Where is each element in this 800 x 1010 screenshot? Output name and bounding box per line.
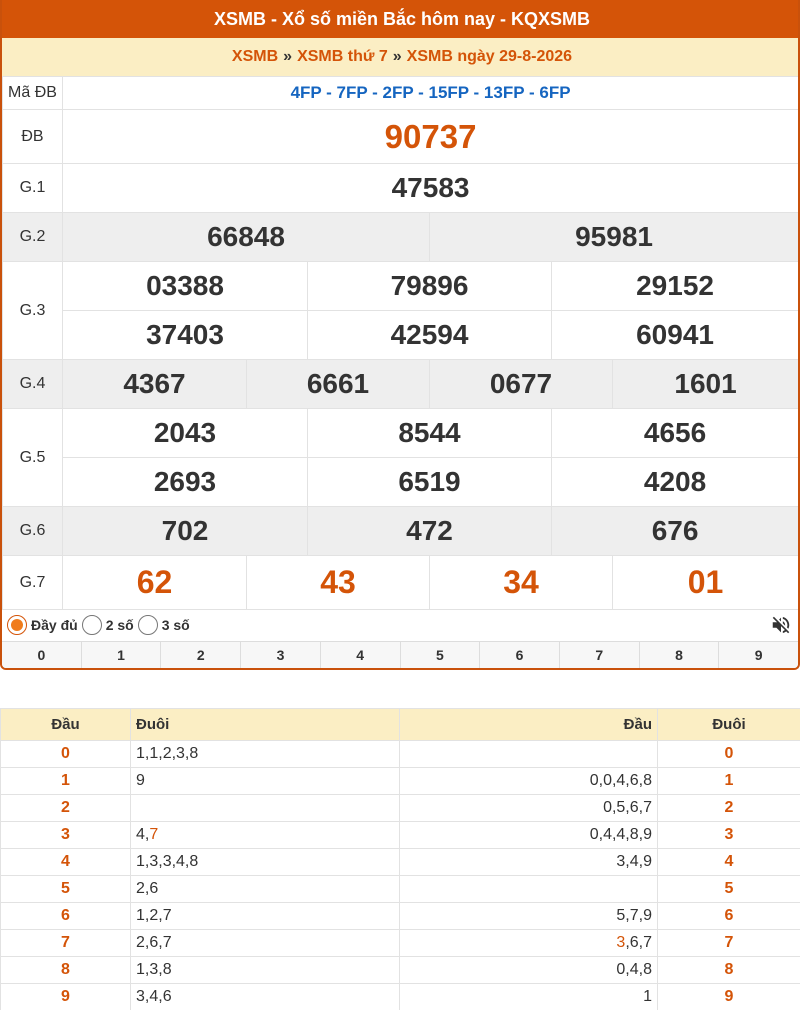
dau-values xyxy=(400,984,658,1010)
breadcrumb-xsmb[interactable]: XSMB xyxy=(231,48,279,65)
table-row xyxy=(1,849,800,876)
option-two-label: 2 số xyxy=(105,617,134,633)
table-row xyxy=(1,930,800,957)
value-part: 1,3,8 xyxy=(136,961,172,978)
db-prize: 90737 xyxy=(63,110,799,164)
duoi-digit: 6 xyxy=(658,903,800,930)
duoi-digit: 8 xyxy=(658,957,800,984)
g3-prize: 29152 xyxy=(552,262,799,311)
page-title: XSMB - Xổ số miền Bắc hôm nay - KQXSMB xyxy=(2,0,800,38)
value-part: 1,3,3,4,8 xyxy=(136,853,199,870)
duoi-values xyxy=(131,768,400,795)
g3-prize: 79896 xyxy=(308,262,552,311)
dau-digit: 3 xyxy=(1,822,131,849)
g7-prize: 34 xyxy=(430,556,613,610)
duoi-digit: 7 xyxy=(658,930,800,957)
value-part: 3 xyxy=(616,934,626,951)
duoi-values xyxy=(131,957,400,984)
dau-digit: 2 xyxy=(1,795,131,822)
g4-prize: 1601 xyxy=(613,360,799,409)
table-row xyxy=(1,984,800,1010)
header-dau: Đầu xyxy=(400,709,658,741)
breadcrumb-xsmb-day[interactable]: XSMB thứ 7 xyxy=(297,48,388,65)
g4-label: G.4 xyxy=(3,360,63,409)
g1-label: G.1 xyxy=(3,164,63,213)
db-label: ĐB xyxy=(3,110,63,164)
dau-values xyxy=(400,957,658,984)
value-part: 2,6,7 xyxy=(136,934,172,951)
table-row xyxy=(1,876,800,903)
value-part: 5,7,9 xyxy=(616,907,652,924)
g6-prize: 676 xyxy=(552,507,799,556)
duoi-values xyxy=(131,822,400,849)
duoi-values xyxy=(131,795,400,822)
duoi-digit: 1 xyxy=(658,768,800,795)
dau-values xyxy=(400,822,658,849)
dau-digit: 7 xyxy=(1,930,131,957)
value-part: 0,5,6,7 xyxy=(603,799,652,816)
g7-label: G.7 xyxy=(3,556,63,610)
dau-digit: 4 xyxy=(1,849,131,876)
breadcrumb-separator: » xyxy=(283,48,293,65)
value-part: 9 xyxy=(136,772,145,789)
g7-prize: 43 xyxy=(247,556,430,610)
value-part: 0,0,4,6,8 xyxy=(589,772,652,789)
table-row xyxy=(1,822,800,849)
value-part: 4, xyxy=(136,826,150,843)
digit-tab[interactable]: 5 xyxy=(401,642,481,668)
table-row xyxy=(1,741,800,768)
dau-digit: 1 xyxy=(1,768,131,795)
value-part: 3,4,9 xyxy=(616,853,652,870)
value-part: 2,6 xyxy=(136,880,159,897)
dau-values xyxy=(400,795,658,822)
g1-prize: 47583 xyxy=(63,164,799,213)
value-part: 1,2,7 xyxy=(136,907,172,924)
breadcrumb-xsmb-date[interactable]: XSMB ngày 29-8-2026 xyxy=(406,48,573,65)
dau-values xyxy=(400,876,658,903)
duoi-digit: 9 xyxy=(658,984,800,1010)
header-duoi: Đuôi xyxy=(658,709,800,741)
g4-prize: 4367 xyxy=(63,360,247,409)
value-part: 0,4,8 xyxy=(616,961,652,978)
duoi-digit: 2 xyxy=(658,795,800,822)
digit-tab[interactable]: 7 xyxy=(560,642,640,668)
g2-label: G.2 xyxy=(3,213,63,262)
option-three-label: 3 số xyxy=(161,617,190,633)
digit-tab[interactable]: 9 xyxy=(754,647,763,663)
results-table xyxy=(2,76,799,610)
g4-prize: 6661 xyxy=(247,360,430,409)
g5-prize: 2693 xyxy=(63,458,308,507)
option-full-label: Đầy đủ xyxy=(31,617,78,633)
g6-prize: 472 xyxy=(308,507,552,556)
duoi-values xyxy=(131,903,400,930)
duoi-digit: 0 xyxy=(658,741,800,768)
g5-label: G.5 xyxy=(3,409,63,507)
ma-db-value: 4FP - 7FP - 2FP - 15FP - 13FP - 6FP xyxy=(63,77,799,110)
g3-prize: 60941 xyxy=(552,311,799,360)
dau-values xyxy=(400,903,658,930)
value-part: 1,1,2,3,8 xyxy=(136,745,199,762)
value-part: 3,4,6 xyxy=(136,988,172,1005)
g2-prize: 95981 xyxy=(430,213,799,262)
option-full[interactable] xyxy=(7,615,78,635)
dau-values xyxy=(400,930,658,957)
g5-prize: 8544 xyxy=(308,409,552,458)
g7-prize: 62 xyxy=(63,556,247,610)
dau-digit: 5 xyxy=(1,876,131,903)
option-two-digits[interactable] xyxy=(82,615,134,635)
digit-tab[interactable]: 3 xyxy=(241,642,321,668)
g3-prize: 37403 xyxy=(63,311,308,360)
radio-full[interactable] xyxy=(7,615,27,635)
duoi-values xyxy=(131,849,400,876)
table-row xyxy=(1,957,800,984)
digit-tab[interactable]: 1 xyxy=(82,642,162,668)
table-row xyxy=(1,768,800,795)
g5-prize: 2043 xyxy=(63,409,308,458)
dau-digit: 8 xyxy=(1,957,131,984)
header-dau: Đầu xyxy=(1,709,131,741)
dau-digit: 9 xyxy=(1,984,131,1010)
g3-prize: 03388 xyxy=(63,262,308,311)
g7-prize: 01 xyxy=(613,556,799,610)
digit-tab[interactable]: 8 xyxy=(640,642,720,668)
display-options xyxy=(2,609,798,641)
digit-tab[interactable]: 6 xyxy=(480,642,560,668)
dau-digit: 0 xyxy=(1,741,131,768)
digit-tab[interactable]: 4 xyxy=(321,642,401,668)
value-part: ,6,7 xyxy=(625,934,652,951)
breadcrumb-separator: » xyxy=(392,48,402,65)
option-three-digits[interactable] xyxy=(138,615,190,635)
duoi-values xyxy=(131,930,400,957)
duoi-values xyxy=(131,984,400,1010)
duoi-values xyxy=(131,876,400,903)
g6-prize: 702 xyxy=(63,507,308,556)
duoi-digit: 4 xyxy=(658,849,800,876)
ma-db-label: Mã ĐB xyxy=(3,77,63,110)
dau-duoi-table xyxy=(0,708,800,1010)
dau-values xyxy=(400,768,658,795)
duoi-digit: 3 xyxy=(658,822,800,849)
volume-off-icon[interactable] xyxy=(770,614,792,636)
g5-prize: 4656 xyxy=(552,409,799,458)
table-row xyxy=(1,795,800,822)
digit-tab[interactable]: 2 xyxy=(161,642,241,668)
table-row xyxy=(1,903,800,930)
duoi-values xyxy=(131,741,400,768)
radio-two-digits[interactable] xyxy=(82,615,102,635)
dau-digit: 6 xyxy=(1,903,131,930)
dau-values xyxy=(400,741,658,768)
digit-filter-bar xyxy=(2,641,798,668)
duoi-digit: 5 xyxy=(658,876,800,903)
g5-prize: 6519 xyxy=(308,458,552,507)
dau-values xyxy=(400,849,658,876)
g3-prize: 42594 xyxy=(308,311,552,360)
value-part: 0,4,4,8,9 xyxy=(589,826,652,843)
g3-label: G.3 xyxy=(3,262,63,360)
digit-tab[interactable]: 0 xyxy=(2,642,82,668)
g6-label: G.6 xyxy=(3,507,63,556)
value-part: 1 xyxy=(643,988,652,1005)
radio-three-digits[interactable] xyxy=(138,615,158,635)
g2-prize: 66848 xyxy=(63,213,430,262)
g4-prize: 0677 xyxy=(430,360,613,409)
header-duoi: Đuôi xyxy=(131,709,400,741)
breadcrumb xyxy=(2,38,800,76)
g5-prize: 4208 xyxy=(552,458,799,507)
value-part: 7 xyxy=(149,826,159,843)
